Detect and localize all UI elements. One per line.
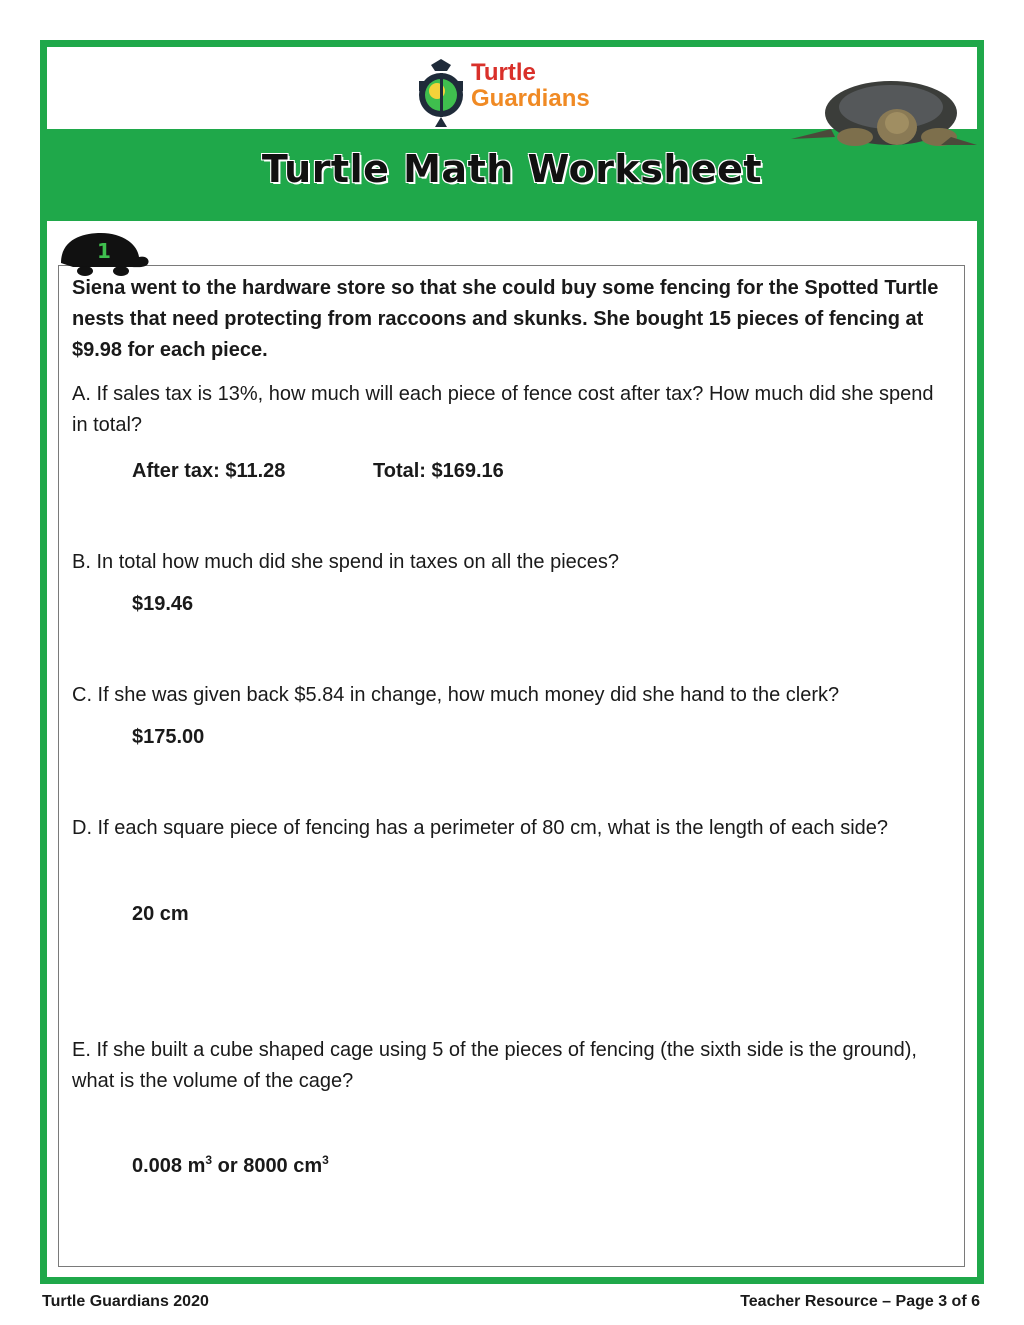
part-b-prompt: B. In total how much did she spend in taxes on all the pieces?: [72, 551, 620, 573]
footer-left: Turtle Guardians 2020: [42, 1293, 209, 1310]
part-c-answer: $175.00: [132, 726, 205, 748]
logo-text-guardians: Guardians: [471, 85, 590, 112]
answer-e-exp2: 3: [322, 1153, 329, 1167]
part-d-answer: 20 cm: [132, 903, 189, 925]
turtle-number-badge-icon: [55, 231, 151, 279]
part-e-prompt: E. If she built a cube shaped cage using 5 of the pieces of fencing (the sixth side is the ground), what is the volume of the cage?: [72, 1039, 917, 1092]
part-a-prompt: A. If sales tax is 13%, how much will each piece of fence cost after tax? How much did she spend in total?: [72, 383, 934, 436]
turtle-guardians-logo: [417, 57, 617, 129]
part-b-answer: $19.46: [132, 593, 194, 615]
question-number: 1: [97, 239, 111, 263]
part-a-answer-after-tax: After tax: $11.28: [132, 460, 286, 482]
answer-e-m3: 0.008 m: [132, 1155, 206, 1177]
part-a-answer-total: Total: $169.16: [373, 460, 504, 482]
answer-e-cm3: or 8000 cm: [212, 1155, 323, 1177]
page-title: Turtle Math Worksheet: [261, 147, 763, 191]
part-c-prompt: C. If she was given back $5.84 in change, how much money did she hand to the clerk?: [72, 684, 840, 706]
part-d-prompt: D. If each square piece of fencing has a perimeter of 80 cm, what is the length of each side?: [72, 817, 889, 839]
turtle-logo-icon: [417, 57, 465, 129]
logo-text-turtle: Turtle: [471, 59, 536, 86]
worksheet-frame: [40, 40, 984, 1284]
footer-right: Teacher Resource – Page 3 of 6: [740, 1293, 980, 1310]
snapping-turtle-illustration: [791, 67, 977, 147]
answer-e-exp1: 3: [205, 1153, 213, 1167]
part-e-answer: [132, 1155, 329, 1178]
question-intro: Siena went to the hardware store so that she could buy some fencing for the Spotted Turtle nests that need protecting from raccoons and skunks. She bought 15 pieces of fencing at $9.98 for each piece.: [72, 277, 939, 361]
